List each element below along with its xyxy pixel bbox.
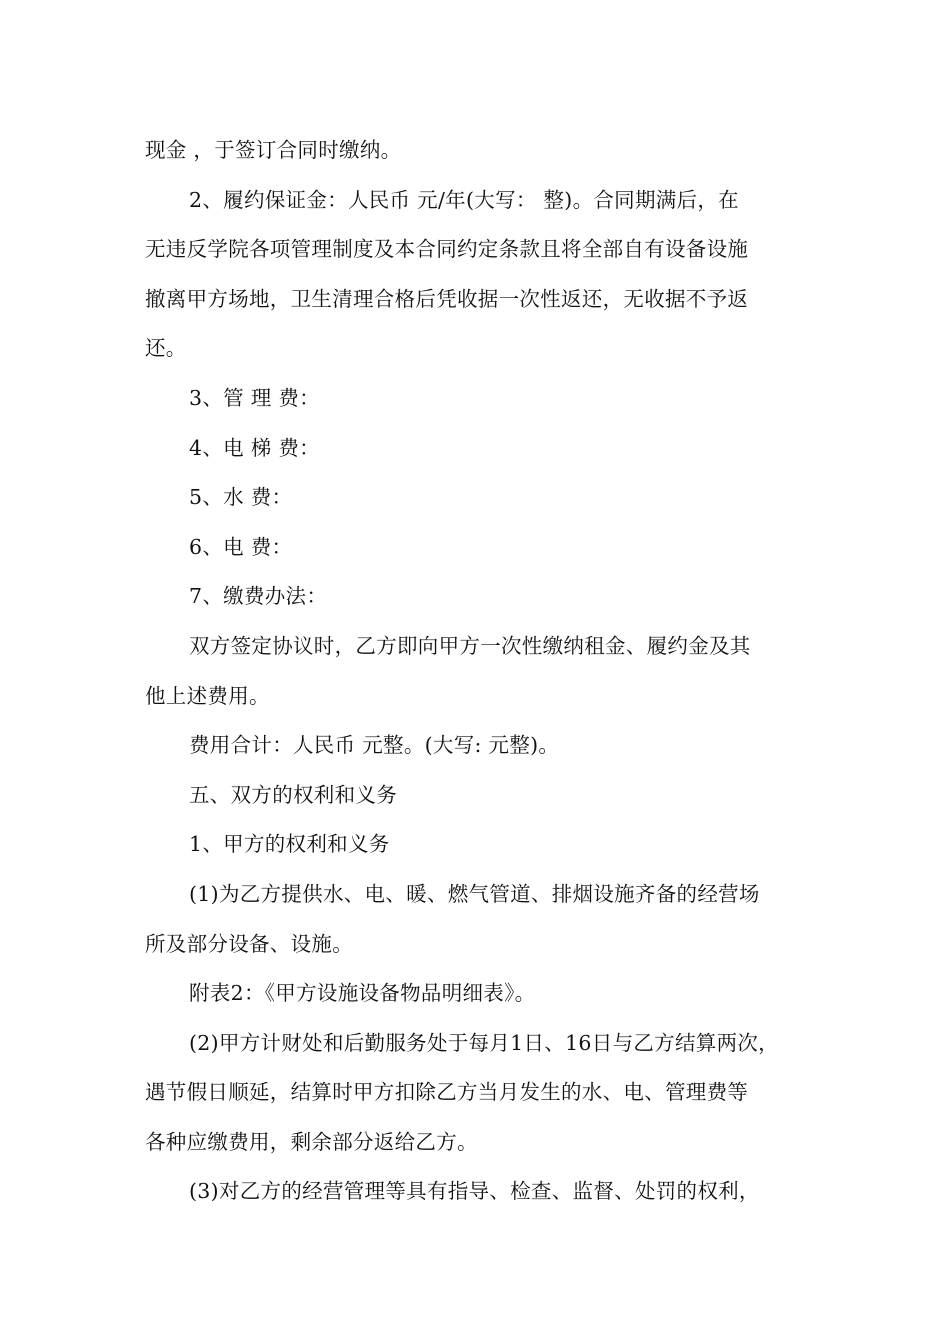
text-line: 4、电 梯 费：: [189, 435, 320, 460]
text-line: 2、履约保证金：人民币 元/年(大写： 整)。合同期满后，在: [189, 187, 739, 212]
subsection-heading: 1、甲方的权利和义务: [189, 832, 390, 857]
text-line: 6、电 费：: [189, 534, 293, 559]
document-body: [145, 126, 810, 1217]
text-line: 7、缴费办法：: [189, 584, 328, 609]
text-line: 费用合计：人民币 元整。(大写: 元整)。: [189, 733, 560, 758]
section-heading: 五、双方的权利和义务: [189, 782, 397, 807]
text-line: 他上述费用。: [145, 683, 270, 708]
text-line: 所及部分设备、设施。: [145, 931, 353, 956]
text-line: (3)对乙方的经营管理等具有指导、检查、监督、处罚的权利，: [189, 1179, 760, 1204]
text-line: (1)为乙方提供水、电、暖、燃气管道、排烟设施齐备的经营场: [189, 881, 760, 906]
text-line: 各种应缴费用，剩余部分返给乙方。: [145, 1129, 478, 1154]
text-line: (2)甲方计财处和后勤服务处于每月1日、16日与乙方结算两次，: [189, 1030, 779, 1055]
text-line: 无违反学院各项管理制度及本合同约定条款且将全部自有设备设施: [145, 237, 749, 262]
text-line: 现金 ，于签订合同时缴纳。: [145, 138, 402, 162]
text-line: 遇节假日顺延，结算时甲方扣除乙方当月发生的水、电、管理费等: [145, 1080, 749, 1105]
text-line: 3、管 理 费：: [189, 385, 320, 410]
text-line: 双方签定协议时，乙方即向甲方一次性缴纳租金、履约金及其: [189, 633, 751, 658]
text-line: 附表2：《甲方设施设备物品明细表》。: [189, 981, 536, 1006]
text-line: 还。: [145, 336, 187, 361]
text-line: 撤离甲方场地，卫生清理合格后凭收据一次性返还，无收据不予返: [145, 286, 749, 311]
text-line: 5、水 费：: [189, 485, 293, 510]
